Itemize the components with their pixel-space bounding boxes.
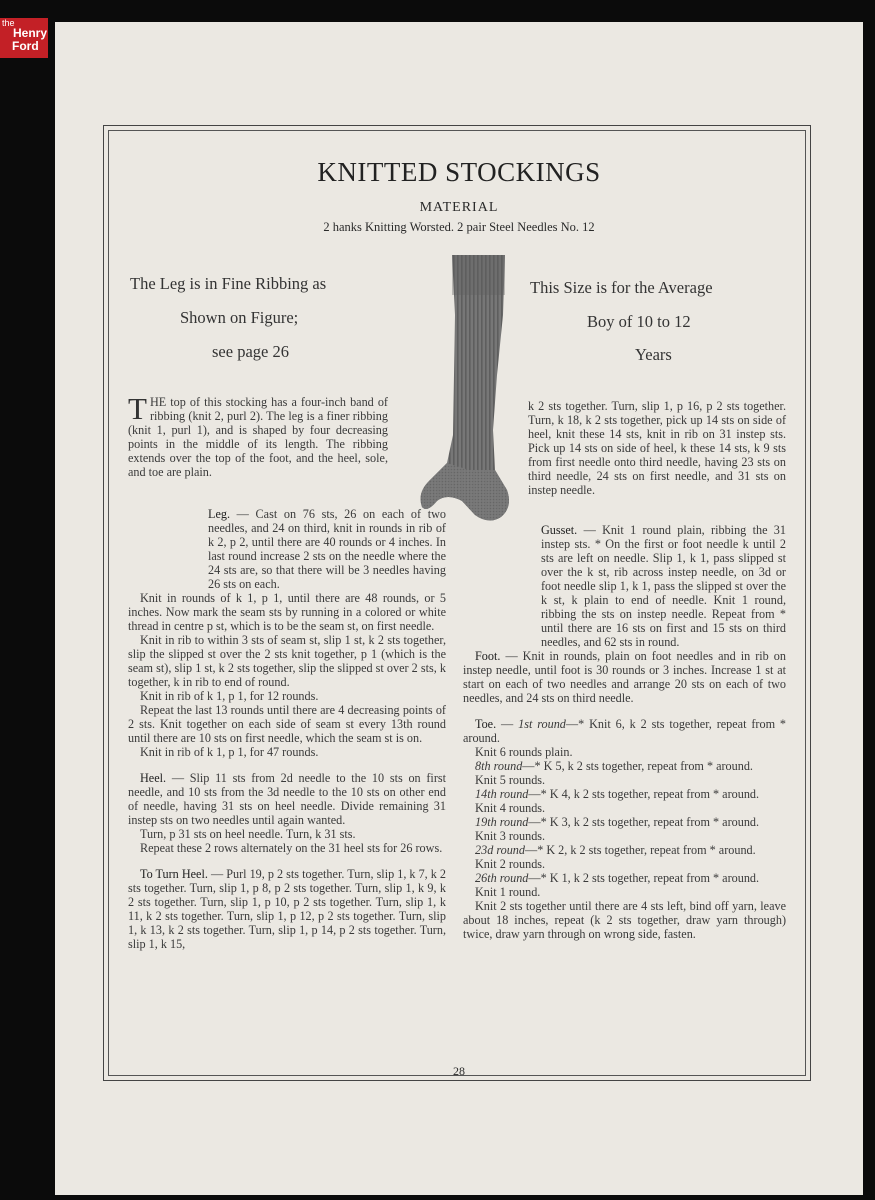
henry-ford-logo: the Henry Ford xyxy=(0,18,48,58)
page-title: KNITTED STOCKINGS xyxy=(317,157,601,187)
toe-line: 14th round—* K 4, k 2 sts together, repeat from * around. xyxy=(475,787,760,801)
materials-list: 2 hanks Knitting Worsted. 2 pair Steel Needles No. 12 xyxy=(323,220,595,234)
left-heading-line-2: Shown on Figure; xyxy=(180,308,299,327)
page-number: 28 xyxy=(453,1064,465,1078)
drop-cap: T xyxy=(128,391,147,426)
stocking-illustration xyxy=(417,255,517,537)
toe-line: Knit 5 rounds. xyxy=(475,773,546,787)
toe-line: 23d round—* K 2, k 2 sts together, repeat from * around. xyxy=(475,843,756,857)
right-heading-line-3: Years xyxy=(635,345,672,364)
left-column-text: Leg. — Cast on 76 sts, 26 on each of two needles, and 24 on third, knit in rounds in rib of k 2, p 2, until there are 40 rounds or 4 inches. In last round increase 2 sts on the needle where the 24 sts are, so that there will be 3 needles having 26 sts on each. Knit in rounds of k 1, p 1, until there are 48 rounds, or 5 inches. Now mark the seam sts by running in a colored or white thread in centre p st, which is to be the seam st, on first needle. Knit in rib to within 3 sts of seam st, slip 1 st, k 2 sts together, slip the slipped st over the 2 sts knit together, p 1 (which is the seam st), slip 1 st, k 2 sts together, slip the slipped st over 2 sts, k together, k in rib to end of round. Knit in rib of k 1, p 1, for 12 rounds. Repeat the last 13 rounds until there are 4 decreasing points of 2 sts. Knit together on each side of seam st every 13th round until there are 10 sts on first needle, which the seam st is on. Knit in rib of k 1, p 1, for 47 rounds. Heel. — Slip 11 sts from 2d needle to the 10 sts on first needle, and 10 sts from the 3d needle to the 10 sts on other end of needle, having 31 sts on heel needle. Divide remaining 31 instep sts on two needles until again wanted. Turn, p 31 sts on heel needle. Turn, k 31 sts. Repeat these 2 rows alternately on the 31 heel sts for 26 rows. To Turn Heel. — Purl 19, p 2 sts together. Turn, slip 1, k 7, k 2 sts together. Turn, slip 1, p 8, p 2 sts together. Turn, slip 1, k 9, k 2 sts together. Turn, slip 1, p 10, p 2 sts together. Turn, slip 1, k 11, k 2 sts together. Turn, slip 1, p 12, p 2 sts together. Turn, slip 1, k 13, k 2 sts together. Turn, slip 1, p 14, p 2 sts together. Turn, slip 1, k 15, xyxy=(128,507,447,951)
toe-line: Knit 2 rounds. xyxy=(475,857,546,871)
right-heading-line-1: This Size is for the Average xyxy=(530,278,713,297)
toe-line: 26th round—* K 1, k 2 sts together, repeat from * around. xyxy=(475,871,760,885)
leg-paragraph: Leg. — Cast on 76 sts, 26 on each of two needles, and 24 on third, knit in rounds in rib of k 2, p 2, until there are 40 rounds or 4 inches. In last round increase 2 sts on the needle where the 24 sts are, so that there will be 3 needles having 26 sts on each. xyxy=(208,507,446,591)
right-column-text xyxy=(463,523,786,941)
toe-line: Knit 2 sts together until there are 4 sts left, bind off yarn, leave about 18 inches, repeat (k 2 sts together, draw yarn through) twice, draw yarn through on wrong side, fasten. xyxy=(463,899,786,941)
toe-line: Knit 6 rounds plain. xyxy=(475,745,573,759)
material-heading: MATERIAL xyxy=(419,200,499,215)
turn-heel-paragraph: To Turn Heel. — Purl 19, p 2 sts together. Turn, slip 1, k 7, k 2 sts together. Turn, slip 1, p 8, p 2 sts together. Turn, slip 1, k 9, k 2 sts together. Turn, slip 1, p 10, p 2 sts together. Turn, slip 1, k 11, k 2 sts together. Turn, slip 1, p 12, p 2 sts together. Turn, slip 1, k 13, k 2 sts together. Turn, slip 1, p 14, p 2 sts together. Turn, slip 1, k 15, xyxy=(128,867,447,951)
right-heading-line-2: Boy of 10 to 12 xyxy=(587,312,691,331)
toe-paragraph: Toe. — 1st round—* Knit 6, k 2 sts together, repeat from * around. xyxy=(463,717,787,745)
toe-line: 8th round—* K 5, k 2 sts together, repeat from * around. xyxy=(475,759,753,773)
right-top-paragraph: k 2 sts together. Turn, slip 1, p 16, p 2 sts together. Turn, k 18, k 2 sts together, pick up 14 sts on side of heel, knit these 14 sts, knit in rib on 31 instep sts. Pick up 14 sts on side of heel, k these 14 sts, k 9 sts from first needle onto third needle, having 23 sts on third needle, 24 sts on first needle, and 31 sts on instep needle. xyxy=(528,399,786,497)
toe-line: 19th round—* K 3, k 2 sts together, repeat from * around. xyxy=(475,815,760,829)
left-heading-line-3: see page 26 xyxy=(212,342,289,361)
intro-paragraph: THE top of this stocking has a four-inch band of ribbing (knit 2, purl 2). The leg is a finer ribbing (knit 1, purl 1), and is shaped by four decreasing points in the middle of its length. The ribbing extends over the top of the foot, and the heel, sole, and toe are plain. xyxy=(128,391,388,479)
toe-line: Knit 3 rounds. xyxy=(475,829,546,843)
document-page xyxy=(55,22,863,1195)
gusset-paragraph: Gusset. — Knit 1 round plain, ribbing the 31 instep sts. * On the first or foot needle k until 2 sts are left on needle. Slip 1, k 1, pass slipped st over the k st, rib across instep needle, on 3d or foot needle slip 1, k 1, pass the slipped st over the k st, k plain to end of needle. Knit 1 round, ribbing the sts on instep needle. Repeat from * until there are 16 sts on first and 15 sts on third needles, and 62 sts in round. xyxy=(541,523,786,649)
toe-line: Knit 1 round. xyxy=(475,885,541,899)
left-heading-line-1: The Leg is in Fine Ribbing as xyxy=(130,274,327,293)
foot-paragraph: Foot. — Knit in rounds, plain on foot needles and in rib on instep needle, until foot is 30 rounds or 3 inches. Increase 1 st at start on each of two needles and arrange 20 sts on each of two needles, and 24 sts on third needle. xyxy=(463,649,786,705)
toe-instructions xyxy=(463,745,786,941)
toe-line: Knit 4 rounds. xyxy=(475,801,546,815)
heel-paragraph: Heel. — Slip 11 sts from 2d needle to the 10 sts on first needle, and 10 sts from the 3d needle to the 10 sts on other end of needle, having 31 sts on heel needle. Divide remaining 31 instep sts on two needles until again wanted. xyxy=(128,771,447,827)
